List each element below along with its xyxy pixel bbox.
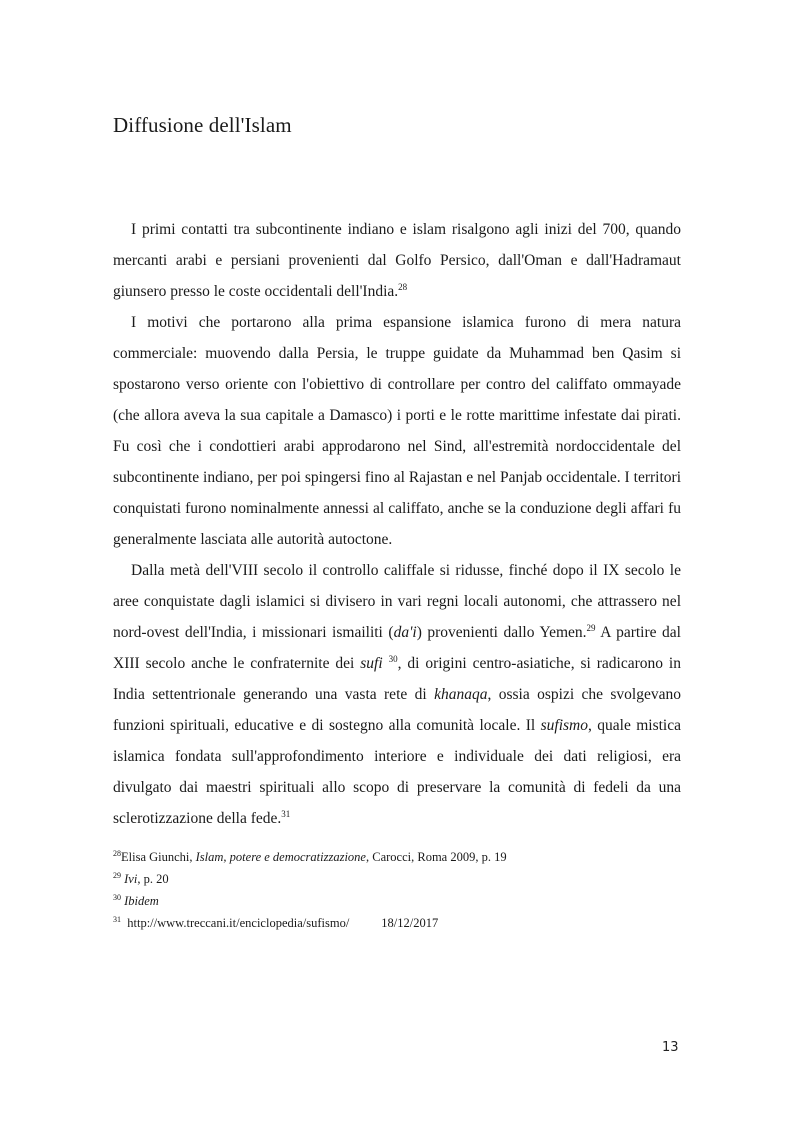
footnote-number: 29 bbox=[113, 871, 121, 880]
footnotes bbox=[113, 846, 681, 934]
footnote-ref-28[interactable]: 28 bbox=[398, 282, 408, 292]
paragraph-3-text-b: ) provenienti dallo Yemen. bbox=[416, 624, 587, 641]
term-dai: da'i bbox=[393, 624, 417, 641]
footnote-31 bbox=[113, 912, 681, 934]
paragraph-2-text: I motivi che portarono alla prima espansione islamica furono di mera natura commerciale: muovendo dalla Persia, le truppe guidate da Muhammad ben Qasim si spostarono verso oriente con l'obiettivo di controllare per contro del califfato ommayade (che allora aveva la sua capitale a Damasco) i porti e le rotte marittime infestate dai pirati. Fu così che i condottieri arabi approdarono nel Sind, all'estremità nordoccidentale del subcontinente indiano, per poi spingersi fino al Rajastan e nel Panjab occidentale. I territori conquistati furono nominalmente annessi al califfato, anche se la conduzione degli affari fu generalmente lasciata alle autorità autoctone. bbox=[113, 314, 681, 548]
footnote-ref-31[interactable]: 31 bbox=[281, 809, 291, 819]
paragraph-3 bbox=[113, 555, 681, 834]
paragraph-2 bbox=[113, 307, 681, 555]
footnote-ref-30[interactable]: 30 bbox=[388, 654, 398, 664]
footnote-url-link[interactable]: http://www.treccani.it/enciclopedia/sufismo/ bbox=[127, 916, 350, 930]
footnote-28 bbox=[113, 846, 681, 868]
page-number: 13 bbox=[662, 1040, 679, 1055]
body-text bbox=[113, 214, 681, 834]
footnote-number: 28 bbox=[113, 849, 121, 858]
footnote-author: Elisa Giunchi, bbox=[121, 850, 196, 864]
footnote-rest: , p. 20 bbox=[137, 872, 169, 886]
paragraph-3-text-f: , quale mistica islamica fondata sull'approfondimento interiore e individuale dei dati religiosi, era divulgato dai maestri spirituali allo scopo di preservare la comunità di fedeli da una sclerotizzazione della fede. bbox=[113, 717, 681, 827]
paragraph-1 bbox=[113, 214, 681, 307]
footnote-rest: , Carocci, Roma 2009, p. 19 bbox=[365, 850, 507, 864]
footnote-date: 18/12/2017 bbox=[381, 916, 439, 930]
footnote-29 bbox=[113, 868, 681, 890]
footnote-title: Islam, potere e democratizzazione bbox=[195, 850, 366, 864]
footnote-title: Ivi bbox=[124, 872, 138, 886]
paragraph-3-text-a: Dalla metà dell'VIII secolo il controllo califfale si ridusse, finché dopo il IX secolo le aree conquistate dagli islamici si divisero in vari regni locali autonomi, che attrassero nel nord-ovest dell'India, i missionari ismailiti ( bbox=[113, 562, 681, 641]
paragraph-3-text-d: , di origini centro-asiatiche, si radicarono in India settentrionale generando una vasta rete di bbox=[113, 655, 681, 703]
term-sufi: sufi bbox=[360, 655, 383, 672]
paragraph-3-text-c: A partire dal XIII secolo anche le confraternite dei bbox=[113, 624, 681, 672]
term-sufismo: sufismo bbox=[540, 717, 588, 734]
footnote-title: Ibidem bbox=[124, 894, 159, 908]
term-khanaqa: khanaqa bbox=[434, 686, 488, 703]
paragraph-3-text-e: , ossia ospizi che svolgevano funzioni spirituali, educative e di sostegno alla comunità locale. Il bbox=[113, 686, 681, 734]
footnote-number: 30 bbox=[113, 893, 121, 902]
footnote-30 bbox=[113, 890, 681, 912]
footnote-number: 31 bbox=[113, 915, 121, 924]
paragraph-1-text: I primi contatti tra subcontinente indiano e islam risalgono agli inizi del 700, quando mercanti arabi e persiani provenienti dal Golfo Persico, dall'Oman e dall'Hadramaut giunsero presso le coste occidentali dell'India. bbox=[113, 221, 681, 300]
page-heading: Diffusione dell'Islam bbox=[113, 113, 292, 137]
footnote-ref-29[interactable]: 29 bbox=[586, 623, 596, 633]
